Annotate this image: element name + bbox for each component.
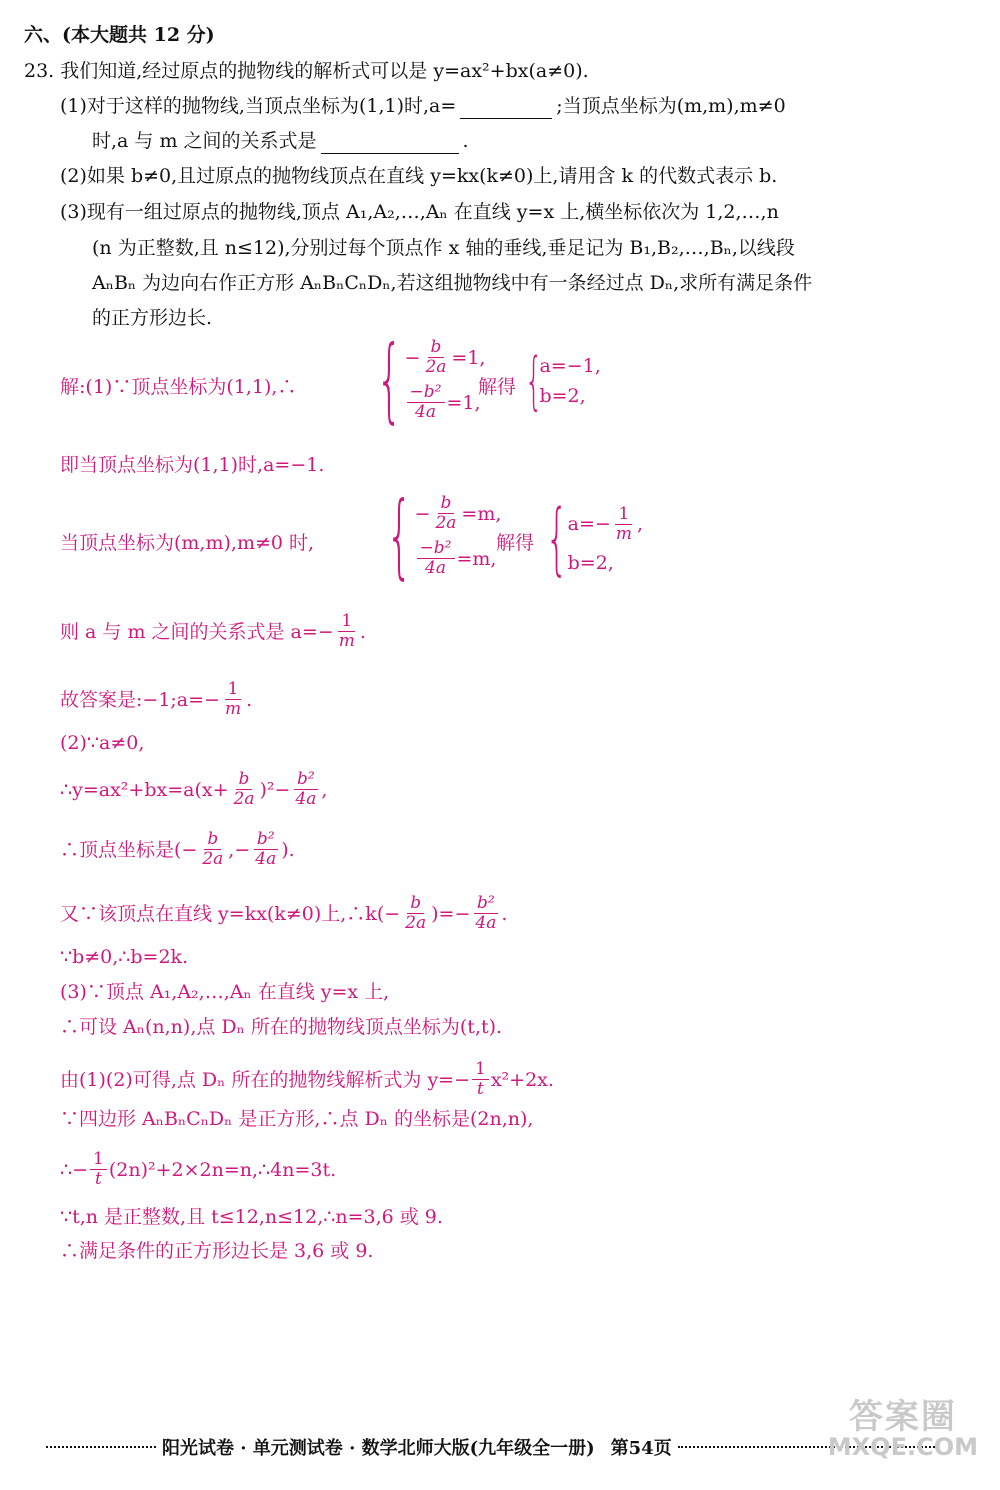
fraction-numerator: b [204, 830, 221, 850]
fraction [407, 383, 445, 422]
fraction-denominator: 4a [425, 558, 446, 578]
question-part1-text-b: ;当顶点坐标为(m,m),m≠0 [556, 95, 786, 117]
left-brace-icon: { [524, 344, 543, 417]
equation-system-1 [360, 326, 486, 433]
fraction [90, 1150, 107, 1189]
fraction-denominator: 2a [405, 913, 427, 933]
minus-sign: − [414, 502, 431, 525]
solve-label: 解得 [478, 376, 517, 398]
equation-rhs: =1, [451, 346, 486, 369]
left-brace-icon: { [376, 326, 403, 433]
result-system-1 [514, 344, 601, 417]
fraction [472, 894, 499, 933]
question-part2: (2)如果 b≠0,且过原点的抛物线顶点在直线 y=kx(k≠0)上,请用含 k 的代数式表示 b. [60, 165, 778, 187]
result-a: a=−1, [539, 355, 601, 377]
fraction-numerator: b² [294, 770, 318, 790]
relation-text: 则 a 与 m 之间的关系式是 a=− [60, 620, 334, 643]
fraction-numerator: b [428, 338, 445, 358]
result-b: b=2, [539, 385, 586, 407]
question-part3-line3: AₙBₙ 为边向右作正方形 AₙBₙCₙDₙ,若这组抛物线中有一条经过点 Dₙ,求所有满足条件 [92, 272, 813, 294]
fraction-denominator: 4a [295, 789, 317, 809]
solution-7 [60, 770, 327, 809]
fraction-denominator: t [477, 1079, 484, 1099]
solution-12: ∴可设 Aₙ(n,n),点 Dₙ 所在的抛物线顶点坐标为(t,t). [60, 1016, 503, 1038]
expression-text: ,− [228, 838, 251, 861]
answer-blank-relation [321, 133, 459, 154]
fraction-denominator: 4a [255, 849, 277, 869]
fraction-denominator: m [338, 631, 355, 651]
expression-text: )=− [431, 902, 471, 925]
question-part1-text-a: (1)对于这样的抛物线,当顶点坐标为(1,1)时,a= [60, 95, 457, 117]
solution-16: ∵t,n 是正整数,且 t≤12,n≤12,∴n=3,6 或 9. [60, 1206, 443, 1228]
fraction-numerator: 1 [90, 1150, 107, 1170]
result-a-lhs: a=− [567, 513, 611, 535]
fraction-denominator: 2a [425, 357, 447, 377]
left-brace-icon: { [545, 494, 568, 584]
dotted-leader [46, 1446, 156, 1448]
solution-17: ∴满足条件的正方形边长是 3,6 或 9. [60, 1240, 374, 1262]
fraction-denominator: 4a [475, 913, 497, 933]
equation-rhs: =m, [461, 502, 502, 525]
fraction [417, 539, 455, 578]
solution-15 [60, 1150, 336, 1189]
section-header: 六、(本大题共 12 分) [24, 24, 215, 46]
question-part1-line1 [60, 93, 786, 119]
fraction-numerator: −b² [417, 539, 455, 559]
solution-4 [60, 612, 366, 651]
fraction-denominator: 4a [415, 402, 436, 422]
fraction-numerator: b [407, 894, 424, 914]
expression-text: ∴y=ax²+bx=a(x+ [60, 778, 229, 801]
punctuation: , [321, 778, 328, 801]
fraction-numerator: b² [474, 894, 498, 914]
fraction [432, 494, 459, 533]
question-part1-line2 [92, 128, 469, 154]
result-system-2 [532, 494, 643, 584]
fraction [252, 830, 279, 869]
solution-1-prefix: 解:(1)∵顶点坐标为(1,1),∴ [60, 376, 297, 398]
fraction-denominator: m [615, 523, 632, 544]
fraction-numerator: −b² [407, 383, 445, 403]
solution-3-prefix: 当顶点坐标为(m,m),m≠0 时, [60, 532, 315, 554]
expression-text: x²+2x. [490, 1068, 554, 1091]
footer-title: 阳光试卷 · 单元测试卷 · 数学北师大版(九年级全一册) [162, 1438, 595, 1459]
solution-5 [60, 680, 252, 719]
fraction [292, 770, 319, 809]
answer-text: 故答案是:−1;a=− [60, 688, 220, 711]
expression-text: 由(1)(2)可得,点 Dₙ 所在的抛物线解析式为 y=− [60, 1068, 471, 1091]
fraction-denominator: 2a [233, 789, 255, 809]
expression-text: (2n)²+2×2n=n,∴4n=3t. [108, 1158, 337, 1181]
expression-text: )²− [259, 778, 291, 801]
fraction-numerator: b [236, 770, 253, 790]
equation-system-2 [370, 482, 502, 589]
fraction [472, 1060, 489, 1099]
solve-label: 解得 [496, 532, 535, 554]
fraction-denominator: t [95, 1169, 102, 1189]
fraction [402, 894, 429, 933]
fraction-denominator: 2a [435, 513, 457, 533]
solution-10: ∵b≠0,∴b=2k. [60, 946, 189, 968]
equation-rhs: =1, [446, 391, 481, 414]
fraction-numerator: b [438, 494, 455, 514]
solution-9 [60, 894, 507, 933]
fraction-numerator: 1 [472, 1060, 489, 1080]
solution-13 [60, 1060, 554, 1099]
page-number: 第54页 [610, 1438, 672, 1459]
fraction [336, 612, 358, 651]
question-part1-text-c: 时,a 与 m 之间的关系式是 [92, 130, 317, 152]
fraction-numerator: 1 [615, 505, 632, 525]
punctuation: ). [281, 838, 295, 861]
fraction [222, 680, 244, 719]
punctuation: . [501, 902, 508, 925]
fraction-numerator: 1 [338, 612, 355, 632]
watermark-url: MXQE.COM [827, 1433, 978, 1461]
question-part3-line4: 的正方形边长. [92, 307, 213, 329]
fraction-numerator: b² [254, 830, 278, 850]
minus-sign: − [404, 346, 421, 369]
answer-blank-a [460, 98, 552, 119]
watermark-text: 答案圈 [848, 1397, 957, 1437]
watermark-logo [827, 1397, 978, 1462]
question-part3-line1: (3)现有一组过原点的抛物线,顶点 A₁,A₂,…,Aₙ 在直线 y=x 上,横坐标依次为 1,2,…,n [60, 201, 779, 223]
solution-8 [60, 830, 295, 869]
fraction [422, 338, 449, 377]
expression-text: ∴− [60, 1158, 89, 1181]
expression-text: ∴顶点坐标是(− [60, 838, 198, 861]
fraction [231, 770, 258, 809]
fraction-denominator: 2a [202, 849, 224, 869]
left-brace-icon: { [386, 482, 413, 589]
question-intro: 23. 我们知道,经过原点的抛物线的解析式可以是 y=ax²+bx(a≠0). [24, 60, 589, 82]
punctuation: . [359, 620, 366, 643]
fraction-numerator: 1 [225, 680, 242, 700]
question-part1-text-d: . [462, 130, 469, 152]
page-footer [40, 1434, 945, 1460]
fraction-denominator: m [224, 699, 242, 719]
question-part3-line2: (n 为正整数,且 n≤12),分别过每个顶点作 x 轴的垂线,垂足记为 B₁,B₂,…,Bₙ,以线段 [92, 237, 795, 259]
solution-14: ∵四边形 AₙBₙCₙDₙ 是正方形,∴点 Dₙ 的坐标是(2n,n), [60, 1108, 534, 1130]
solution-2: 即当顶点坐标为(1,1)时,a=−1. [60, 454, 325, 476]
punctuation: , [636, 513, 643, 535]
punctuation: . [246, 688, 253, 711]
fraction [613, 505, 635, 544]
solution-6: (2)∵a≠0, [60, 732, 145, 754]
equation-rhs: =m, [456, 547, 497, 570]
fraction [199, 830, 226, 869]
solution-11: (3)∵顶点 A₁,A₂,…,Aₙ 在直线 y=x 上, [60, 981, 390, 1003]
result-b: b=2, [567, 551, 614, 574]
expression-text: 又∵该顶点在直线 y=kx(k≠0)上,∴k(− [60, 902, 401, 925]
